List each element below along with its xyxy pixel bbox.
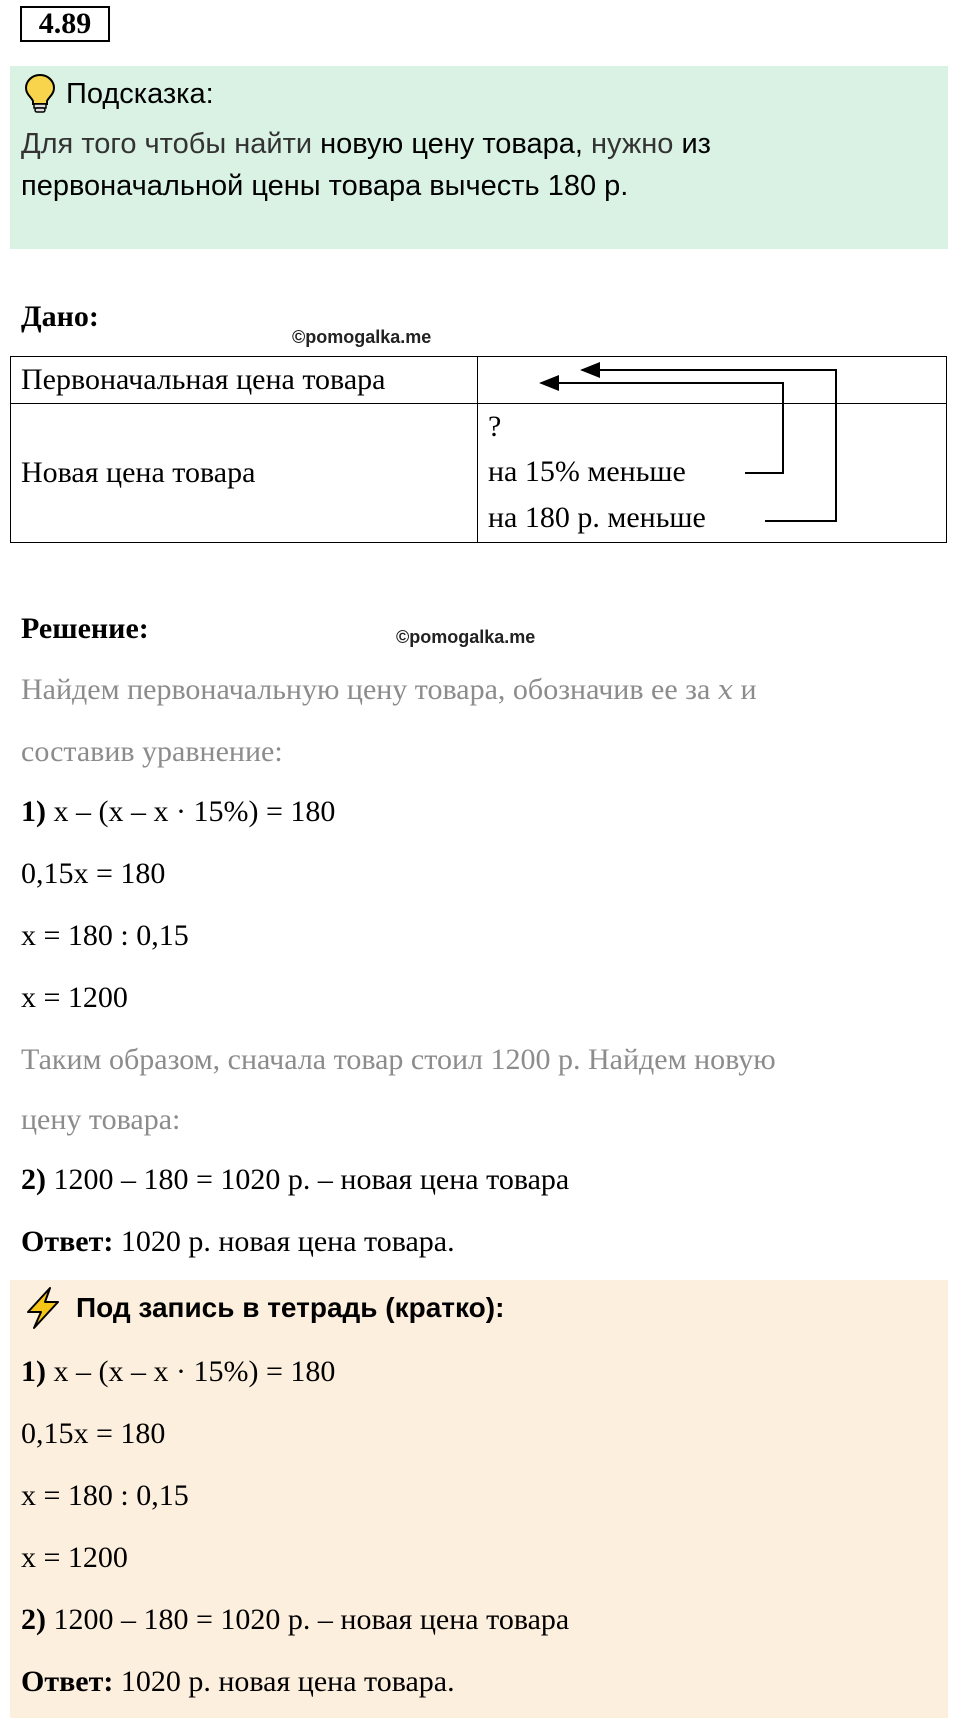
notes-title: Под запись в тетрадь (кратко):: [76, 1292, 505, 1323]
equation: 1200 – 180 = 1020 р. – новая цена товара: [46, 1163, 570, 1196]
equation: x = 180 : 0,15: [21, 1479, 189, 1512]
equation: x = 1200: [21, 981, 128, 1014]
solution-step-1: [21, 792, 335, 832]
hint-text: нужно: [582, 128, 682, 160]
hint-line-2: первоначальной цены товара вычесть 180 р.: [21, 170, 629, 202]
solution-intro-1: [21, 670, 757, 711]
step-label: 2): [21, 1163, 46, 1196]
task-number: 4.89: [20, 6, 110, 42]
row2-value-3: на 180 р. меньше: [488, 501, 706, 534]
hint-text: Для того чтобы найти: [21, 128, 321, 160]
variable-x: x: [717, 675, 734, 706]
notes-step-1: [21, 1352, 335, 1392]
watermark: ©pomogalka.me: [396, 627, 536, 647]
hint-emph: из: [681, 128, 711, 160]
equation: x – (x – x · 15%) = 180: [53, 1355, 336, 1388]
equation: x – (x – x · 15%) = 180: [53, 795, 336, 828]
intro-text: Найдем первоначальную цену товара, обозначив ее за: [21, 673, 718, 706]
equation: 0,15x = 180: [21, 1417, 166, 1450]
equation: x = 180 : 0,15: [21, 919, 189, 952]
given-heading: Дано:: [21, 300, 99, 333]
equation: 0,15x = 180: [21, 857, 166, 890]
step-label: 2): [21, 1603, 46, 1636]
solution-answer: [21, 1222, 455, 1262]
lightning-icon: [22, 1286, 64, 1330]
answer-text: 1020 р. новая цена товара.: [113, 1225, 455, 1258]
hint-title: Подсказка:: [66, 78, 214, 110]
answer-label: Ответ:: [21, 1225, 114, 1258]
solution-intro-2: составив уравнение:: [21, 735, 283, 768]
relation-arrows: [0, 0, 960, 560]
row1-label: Первоначальная цена товара: [21, 363, 386, 396]
hint-emph: новую цену товара,: [320, 128, 583, 160]
notes-step-2: [21, 1600, 569, 1640]
solution-mid-2: цену товара:: [21, 1103, 181, 1136]
step-label: 1): [21, 795, 46, 828]
notes-answer: [21, 1662, 455, 1702]
arrow-15-percent: [541, 383, 783, 473]
watermark: ©pomogalka.me: [292, 327, 432, 347]
step-label: 1): [21, 1355, 46, 1388]
equation: x = 1200: [21, 1541, 128, 1574]
intro-text: и: [733, 673, 757, 706]
row2-value-2: на 15% меньше: [488, 455, 686, 488]
solution-mid-1: Таким образом, сначала товар стоил 1200 р. Найдем новую: [21, 1043, 776, 1076]
equation: 1200 – 180 = 1020 р. – новая цена товара: [46, 1603, 570, 1636]
row2-value-1: ?: [488, 410, 502, 443]
answer-label: Ответ:: [21, 1665, 114, 1698]
answer-text: 1020 р. новая цена товара.: [113, 1665, 455, 1698]
solution-step-2: [21, 1160, 569, 1200]
solution-heading: Решение:: [21, 612, 149, 645]
row2-label: Новая цена товара: [21, 456, 256, 489]
arrow-180-rub: [582, 370, 836, 521]
